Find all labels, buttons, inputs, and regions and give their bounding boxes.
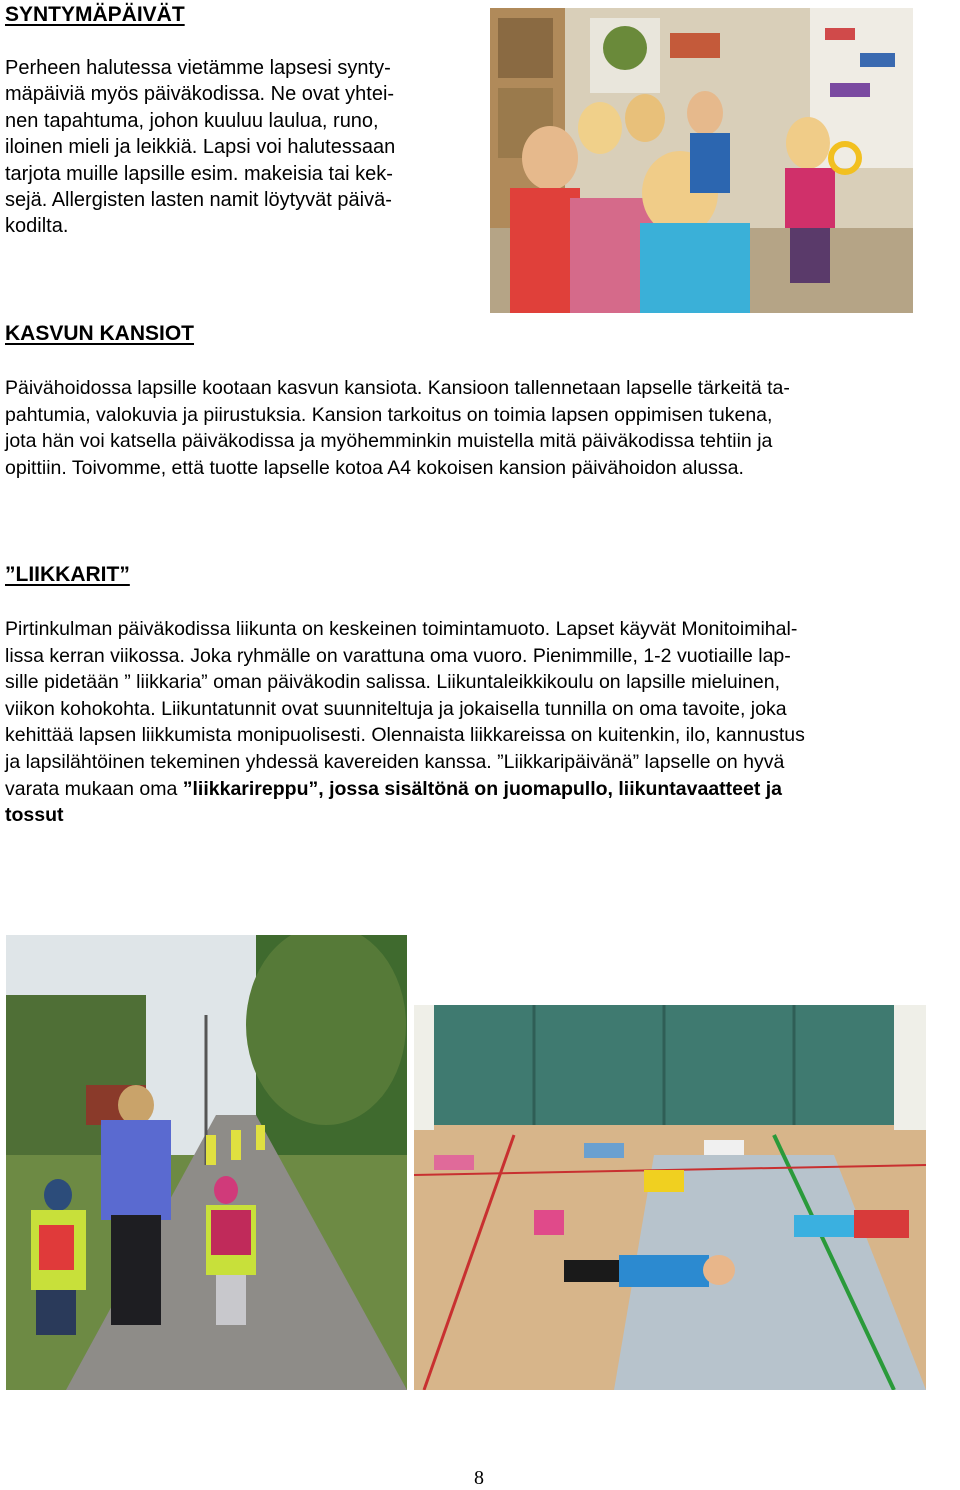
- folders-paragraph: [5, 375, 960, 481]
- folders-line: Päivähoidossa lapsille kootaan kasvun kansiota. Kansioon tallennetaan lapselle tärkeitä ta-: [5, 377, 790, 399]
- liikkarit-line-bold: ”liikkarireppu”, jossa sisältönä on juomapullo, liikuntavaatteet ja: [182, 777, 783, 800]
- liikkarit-line: Pirtinkulman päiväkodissa liikunta on keskeinen toimintamuoto. Lapset käyvät Monitoimihal-: [5, 618, 798, 640]
- birthdays-line: mäpäiviä myös päiväkodissa. Ne ovat yhtei-: [5, 83, 395, 106]
- liikkarit-heading: ”LIIKKARIT”: [5, 563, 130, 586]
- folders-line: pahtumia, valokuvia ja piirustuksia. Kansion tarkoitus on toimia lapsen oppimisen tukena,: [5, 403, 773, 426]
- folders-heading: KASVUN KANSIOT: [5, 322, 195, 345]
- liikkarit-line: lissa kerran viikossa. Joka ryhmälle on varattuna oma vuoro. Pienimmille, 1-2 vuotiaille lap-: [5, 644, 791, 667]
- liikkarit-line: ja lapsilähtöinen tekeminen yhdessä kavereiden kanssa. ”Liikkaripäivänä” lapselle on hyvä: [5, 750, 785, 773]
- liikkarit-line: sille pidetään ” liikkaria” oman päiväkodin salissa. Liikuntaleikkikoulu on lapsille mieluinen,: [5, 671, 780, 694]
- birthdays-line: nen tapahtuma, johon kuuluu laulua, runo,: [5, 109, 379, 132]
- gym-children-photo: [414, 1005, 926, 1390]
- liikkarit-line: [5, 776, 960, 803]
- liikkarit-paragraph: [5, 616, 960, 829]
- birthdays-paragraph: [5, 55, 475, 240]
- liikkarit-line-bold: tossut: [5, 804, 64, 827]
- page-number: 8: [474, 1467, 484, 1489]
- birthdays-line: sejä. Allergisten lasten namit löytyvät päivä-: [5, 189, 392, 212]
- birthdays-line: iloinen mieli ja leikkiä. Lapsi voi halutessaan: [5, 136, 396, 159]
- liikkarit-line: viikon kohokohta. Liikuntatunnit ovat suunniteltuja ja jokaisella tunnilla on oma tavoite, joka: [5, 697, 787, 720]
- birthdays-line: Perheen halutessa vietämme lapsesi synty-: [5, 57, 391, 79]
- outdoor-walk-photo: [6, 935, 407, 1390]
- birthdays-line: kodilta.: [5, 215, 69, 238]
- classroom-children-photo: [490, 8, 913, 313]
- birthdays-line: tarjota muille lapsille esim. makeisia tai kek-: [5, 162, 393, 185]
- birthdays-heading: SYNTYMÄPÄIVÄT: [5, 3, 185, 26]
- folders-line: jota hän voi katsella päiväkodissa ja myöhemminkin muistella mitä päiväkodissa tehtiin ja: [5, 430, 773, 453]
- liikkarit-line-plain: varata mukaan oma: [5, 777, 183, 800]
- liikkarit-line: [5, 802, 960, 829]
- folders-line: opittiin. Toivomme, että tuotte lapselle kotoa A4 kokoisen kansion päivähoidon alussa.: [5, 456, 744, 479]
- liikkarit-line: kehittää lapsen liikkumista monipuolisesti. Olennaista liikkareissa on kuitenkin, ilo, kannustus: [5, 724, 805, 747]
